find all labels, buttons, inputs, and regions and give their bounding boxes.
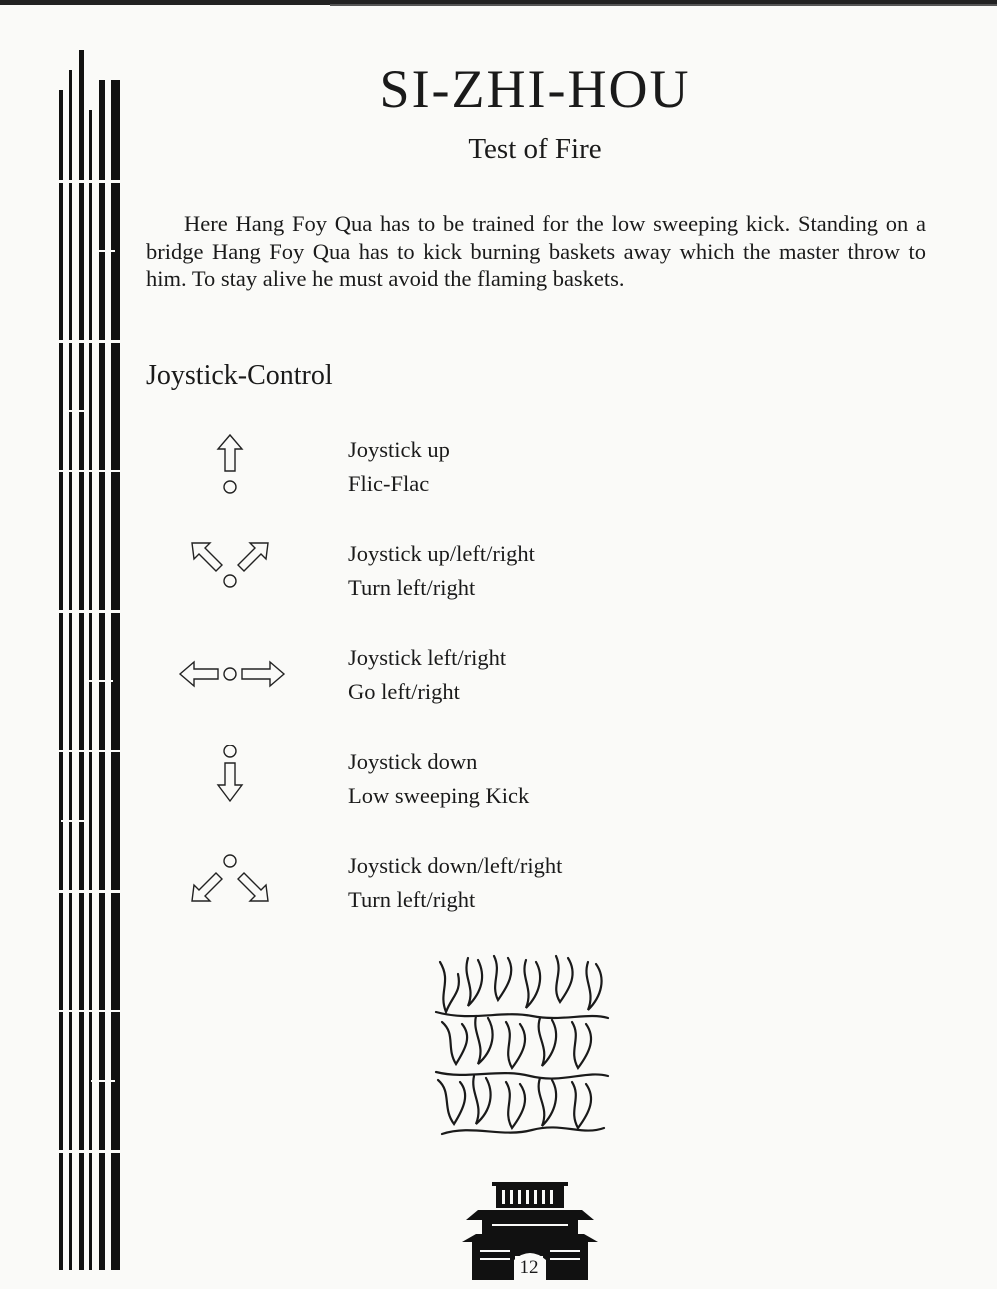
control-row-up-diagonal [160,537,780,617]
control-down-diagonal-action: Turn left/right [348,887,476,912]
arrow-up-diagonal-icon [160,537,280,607]
page-number: 12 [515,1256,543,1280]
control-row-left-right [160,641,780,721]
control-down-diagonal-input: Joystick down/left/right [348,853,563,878]
arrow-down-icon [160,745,280,815]
page-title: SI-ZHI-HOU [379,59,691,119]
control-up-diagonal-input: Joystick up/left/right [348,541,535,566]
control-left-right-action: Go left/right [348,679,460,704]
control-up-diagonal-action: Turn left/right [348,575,476,600]
intro-paragraph: Here Hang Foy Qua has to be trained for the low sweeping kick. Standing on a bridge Hang Foy Qua has to kick burning baskets away which the master throw to him. To stay alive he must avoid the flaming baskets. [146,211,926,291]
control-row-down [160,745,780,825]
control-up-action: Flic-Flac [348,471,430,496]
control-row-up [160,433,780,513]
control-down-input: Joystick down [348,749,478,774]
control-left-right-input: Joystick left/right [348,645,507,670]
flames-illustration [432,952,612,1142]
bamboo-border-illustration [55,50,125,1280]
page-subtitle: Test of Fire [468,133,602,165]
control-up-input: Joystick up [348,437,450,462]
control-down-action: Low sweeping Kick [348,783,530,808]
control-row-down-diagonal [160,849,780,929]
section-title-joystick: Joystick-Control [146,360,333,391]
top-border-thin [330,4,997,6]
arrow-down-diagonal-icon [160,849,280,919]
arrow-up-icon [160,433,280,503]
arrow-left-right-icon [160,641,290,711]
